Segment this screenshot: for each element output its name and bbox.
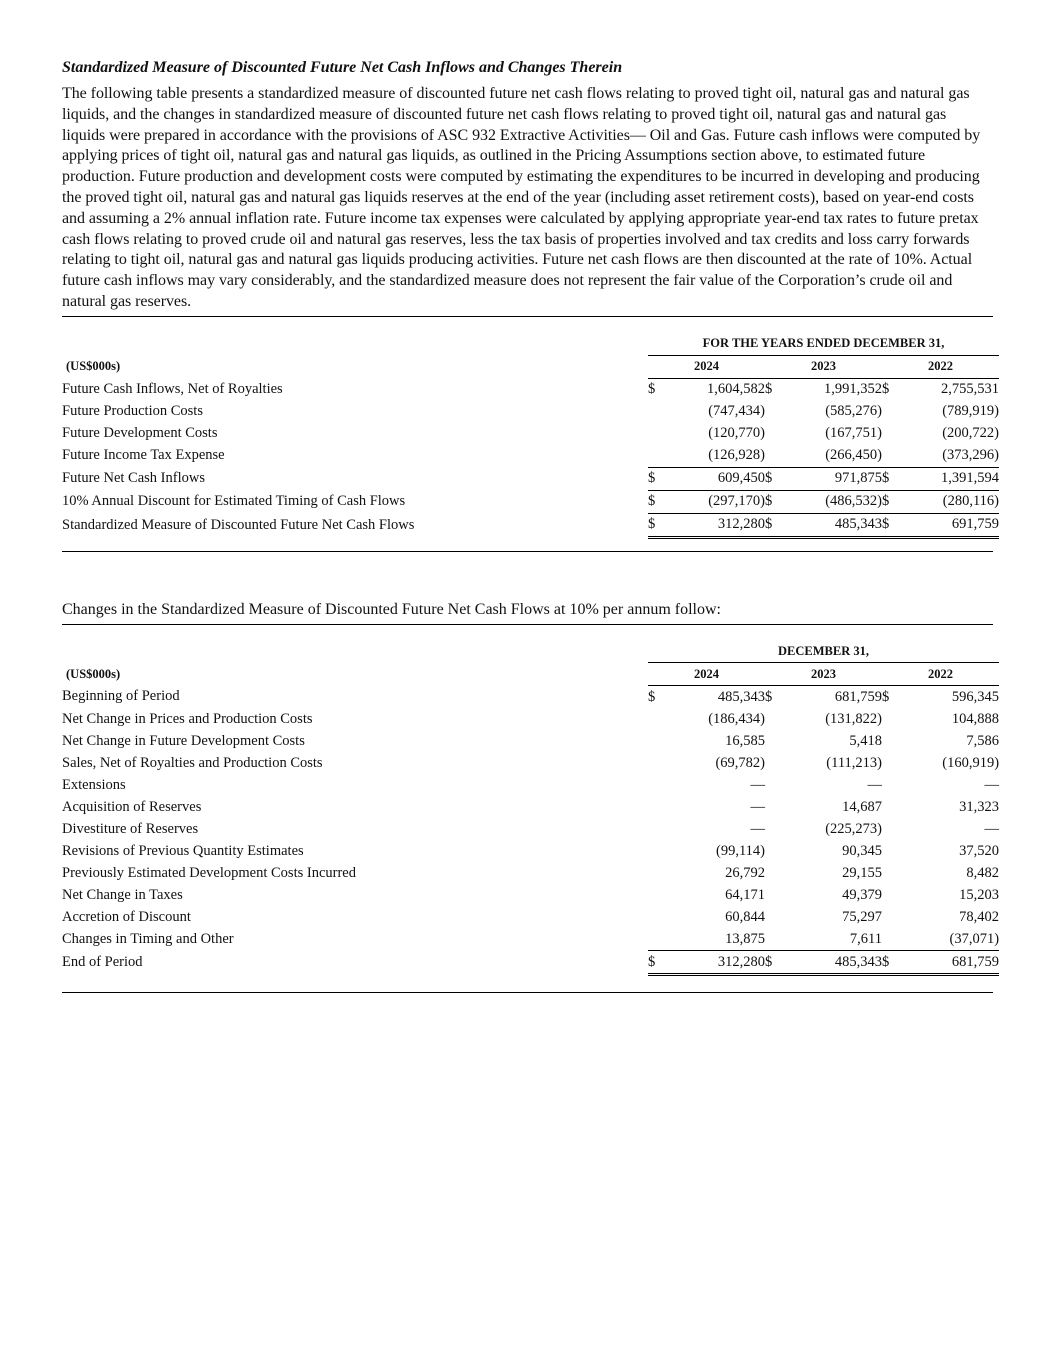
currency-symbol: $	[882, 688, 890, 705]
currency-symbol: $	[648, 467, 667, 490]
value-cell: 7,611	[849, 930, 882, 947]
currency-symbol	[648, 752, 667, 774]
year-header: 2024	[648, 663, 765, 686]
value-cell: 681,759	[901, 951, 999, 975]
value-cell: 37,520	[959, 842, 1000, 859]
currency-symbol: $	[882, 490, 901, 513]
value-cell: 26,792	[725, 864, 765, 881]
currency-symbol: $	[882, 467, 901, 490]
table-row	[62, 774, 999, 796]
row-label: Sales, Net of Royalties and Production Costs	[62, 754, 323, 771]
year-header: 2023	[765, 355, 882, 378]
currency-symbol	[765, 708, 784, 730]
currency-symbol	[882, 401, 901, 423]
currency-symbol	[765, 884, 784, 906]
currency-symbol	[882, 862, 901, 884]
currency-symbol: $	[882, 513, 901, 537]
table-row	[62, 796, 999, 818]
table-year-header-row	[62, 663, 999, 686]
currency-symbol	[648, 796, 667, 818]
row-label: Beginning of Period	[62, 688, 180, 705]
table-row	[62, 906, 999, 928]
value-cell: 31,323	[959, 798, 1000, 815]
currency-symbol	[882, 708, 901, 730]
unit-label: (US$000s)	[66, 666, 121, 681]
value-cell: (186,434)	[708, 710, 765, 727]
value-cell: 75,297	[842, 908, 882, 925]
table-row	[62, 378, 999, 401]
value-cell: 485,343	[784, 951, 882, 975]
value-cell: —	[750, 798, 765, 815]
table-row	[62, 884, 999, 906]
value-cell: (486,532)	[784, 490, 882, 513]
row-label: Net Change in Prices and Production Costs	[62, 710, 313, 727]
currency-symbol	[882, 774, 901, 796]
currency-symbol: $	[648, 513, 667, 537]
value-cell: (280,116)	[901, 490, 999, 513]
value-cell: 7,586	[966, 732, 1000, 749]
document-page	[62, 58, 1000, 993]
currency-symbol	[882, 840, 901, 862]
value-cell: 1,991,352	[824, 381, 882, 397]
changes-table-block	[62, 624, 1000, 994]
currency-symbol: $	[648, 381, 656, 397]
table-row	[62, 862, 999, 884]
value-cell: 15,203	[959, 886, 1000, 903]
table-row	[62, 513, 999, 537]
value-cell: (69,782)	[715, 754, 765, 771]
value-cell: (160,919)	[942, 754, 1000, 771]
currency-symbol	[765, 862, 784, 884]
currency-symbol	[882, 796, 901, 818]
value-cell: —	[750, 820, 765, 837]
currency-symbol: $	[765, 951, 784, 975]
value-cell: 8,482	[966, 864, 1000, 881]
value-cell: 90,345	[842, 842, 882, 859]
currency-symbol	[648, 401, 667, 423]
currency-symbol	[648, 730, 667, 752]
value-cell: 2,755,531	[941, 381, 1000, 397]
value-cell: —	[867, 776, 882, 793]
value-cell: 485,343	[717, 688, 765, 705]
value-cell: (225,273)	[825, 820, 882, 837]
row-label: Future Development Costs	[62, 425, 218, 441]
table-row	[62, 445, 999, 468]
row-label: Future Income Tax Expense	[62, 447, 225, 464]
row-label: 10% Annual Discount for Estimated Timing of Cash Flows	[62, 493, 406, 509]
currency-symbol	[648, 445, 667, 468]
currency-symbol	[882, 884, 901, 906]
row-label: Future Cash Inflows, Net of Royalties	[62, 380, 283, 397]
value-cell: 29,155	[842, 864, 882, 881]
row-label: Net Change in Taxes	[62, 886, 183, 903]
value-cell: (99,114)	[716, 842, 765, 859]
value-cell: 485,343	[784, 513, 882, 537]
table-year-header-row	[62, 355, 999, 378]
currency-symbol	[648, 884, 667, 906]
table-row	[62, 752, 999, 774]
currency-symbol	[765, 445, 784, 468]
value-cell: 971,875	[784, 467, 882, 490]
year-header: 2024	[648, 355, 765, 378]
currency-symbol	[765, 840, 784, 862]
year-header: 2022	[882, 355, 999, 378]
standardized-measure-table-block	[62, 316, 1000, 552]
table-row	[62, 951, 999, 975]
section-heading: Standardized Measure of Discounted Future Net Cash Inflows and Changes Therein	[62, 59, 623, 76]
value-cell: 609,450	[667, 467, 765, 490]
currency-symbol: $	[882, 381, 890, 397]
table-row	[62, 928, 999, 951]
table-group-header-row	[62, 333, 999, 355]
table-group-header-row	[62, 641, 999, 663]
currency-symbol	[648, 840, 667, 862]
year-header: 2023	[765, 663, 882, 686]
table-row	[62, 708, 999, 730]
currency-symbol	[882, 730, 901, 752]
currency-symbol	[765, 906, 784, 928]
currency-symbol	[648, 774, 667, 796]
table-row	[62, 818, 999, 840]
currency-symbol: $	[648, 490, 667, 513]
currency-symbol: $	[648, 688, 656, 705]
table-row	[62, 423, 999, 445]
currency-symbol	[882, 906, 901, 928]
currency-symbol	[882, 445, 901, 468]
value-cell: (131,822)	[825, 710, 882, 727]
value-cell: 13,875	[725, 930, 765, 947]
value-cell: 1,604,582	[707, 381, 765, 397]
value-cell: (266,450)	[825, 447, 882, 463]
row-label: Previously Estimated Development Costs Incurred	[62, 864, 356, 881]
changes-sub-heading: Changes in the Standardized Measure of Discounted Future Net Cash Flows at 10% per annum follow:	[62, 600, 721, 618]
currency-symbol	[765, 752, 784, 774]
currency-symbol	[765, 423, 784, 445]
value-cell: (167,751)	[825, 425, 882, 441]
currency-symbol	[648, 928, 667, 951]
currency-symbol	[882, 928, 901, 951]
unit-label: (US$000s)	[66, 359, 121, 373]
table-row	[62, 401, 999, 423]
row-label: Future Net Cash Inflows	[62, 470, 205, 486]
row-label: Future Production Costs	[62, 403, 203, 419]
row-label: Accretion of Discount	[62, 908, 191, 925]
currency-symbol	[765, 401, 784, 423]
value-cell: (789,919)	[942, 403, 1000, 419]
value-cell: —	[984, 776, 1000, 793]
currency-symbol: $	[765, 490, 784, 513]
currency-symbol	[765, 796, 784, 818]
value-cell: (37,071)	[949, 930, 1000, 947]
value-cell: (200,722)	[942, 425, 1000, 441]
value-cell: (297,170)	[667, 490, 765, 513]
row-label: Changes in Timing and Other	[62, 930, 234, 947]
table-row	[62, 467, 999, 490]
row-label: Extensions	[62, 776, 126, 793]
currency-symbol	[648, 906, 667, 928]
value-cell: 681,759	[834, 688, 882, 705]
value-cell: 5,418	[849, 732, 882, 749]
currency-symbol: $	[765, 688, 773, 705]
table-group-header: FOR THE YEARS ENDED DECEMBER 31,	[648, 333, 999, 355]
currency-symbol	[648, 818, 667, 840]
currency-symbol	[882, 423, 901, 445]
value-cell: 14,687	[842, 798, 882, 815]
row-label: Acquisition of Reserves	[62, 798, 202, 815]
year-header: 2022	[882, 663, 999, 686]
value-cell: 64,171	[725, 886, 765, 903]
currency-symbol: $	[882, 951, 901, 975]
currency-symbol	[765, 928, 784, 951]
currency-symbol: $	[765, 381, 773, 397]
row-label: End of Period	[62, 954, 143, 970]
standardized-measure-table	[62, 333, 999, 539]
currency-symbol: $	[765, 513, 784, 537]
value-cell: (120,770)	[708, 425, 765, 441]
currency-symbol	[882, 818, 901, 840]
table-row	[62, 686, 999, 709]
value-cell: 16,585	[725, 732, 765, 749]
value-cell: —	[750, 776, 765, 793]
intro-paragraph: The following table presents a standardized measure of discounted future net cash flows relating to proved tight oil, natural gas and natural gas liquids, and the changes in standardized measure of discounted future net cash flows relating to proved tight oil, natural gas and natural gas liquids were prepared in accordance with the provisions of ASC 932 Extractive Activities— Oil and Gas. Future cash inflows were computed by applying prices of tight oil, natural gas and natural gas liquids, as outlined in the Pricing Assumptions section above, to estimated future production. Future production and development costs were computed by estimating the expenditures to be incurred in developing and producing the proved tight oil, natural gas and natural gas liquids reserves at the end of the year (including asset retirement costs), based on year-end costs and assuming a 2% annual inflation rate. Future income tax expenses were calculated by applying appropriate year-end tax rates to future pretax cash flows relating to proved crude oil and natural gas reserves, less the tax basis of properties involved and tax credits and loss carry forwards relating to tight oil, natural gas and natural gas liquids producing activities. Future net cash flows are then discounted at the rate of 10%. Actual future cash inflows may vary considerably, and the standardized measure does not represent the fair value of the Corporation’s crude oil and natural gas reserves.	[62, 85, 981, 310]
value-cell: (111,213)	[826, 754, 882, 771]
changes-table	[62, 641, 999, 977]
row-label: Divestiture of Reserves	[62, 820, 199, 837]
value-cell: 49,379	[842, 886, 882, 903]
value-cell: (747,434)	[708, 403, 765, 419]
currency-symbol	[648, 708, 667, 730]
row-label: Standardized Measure of Discounted Future Net Cash Flows	[62, 516, 415, 533]
intro-paragraph-block	[62, 84, 993, 316]
table-row	[62, 490, 999, 513]
currency-symbol	[765, 774, 784, 796]
value-cell: —	[984, 820, 1000, 837]
value-cell: 1,391,594	[901, 467, 999, 490]
value-cell: (373,296)	[942, 447, 1000, 463]
currency-symbol: $	[765, 467, 784, 490]
value-cell: 691,759	[901, 513, 999, 537]
value-cell: 60,844	[725, 908, 765, 925]
value-cell: (126,928)	[708, 447, 765, 463]
currency-symbol	[765, 818, 784, 840]
currency-symbol	[765, 730, 784, 752]
row-label: Revisions of Previous Quantity Estimates	[62, 842, 304, 859]
table-row	[62, 840, 999, 862]
value-cell: 596,345	[951, 688, 1000, 705]
currency-symbol	[648, 423, 667, 445]
value-cell: 78,402	[959, 908, 1000, 925]
currency-symbol: $	[648, 951, 667, 975]
value-cell: 104,888	[951, 710, 1000, 727]
table-group-header: DECEMBER 31,	[648, 641, 999, 663]
value-cell: 312,280	[667, 513, 765, 537]
currency-symbol	[882, 752, 901, 774]
currency-symbol	[648, 862, 667, 884]
value-cell: 312,280	[667, 951, 765, 975]
value-cell: (585,276)	[825, 403, 882, 419]
row-label: Net Change in Future Development Costs	[62, 732, 305, 749]
table-row	[62, 730, 999, 752]
